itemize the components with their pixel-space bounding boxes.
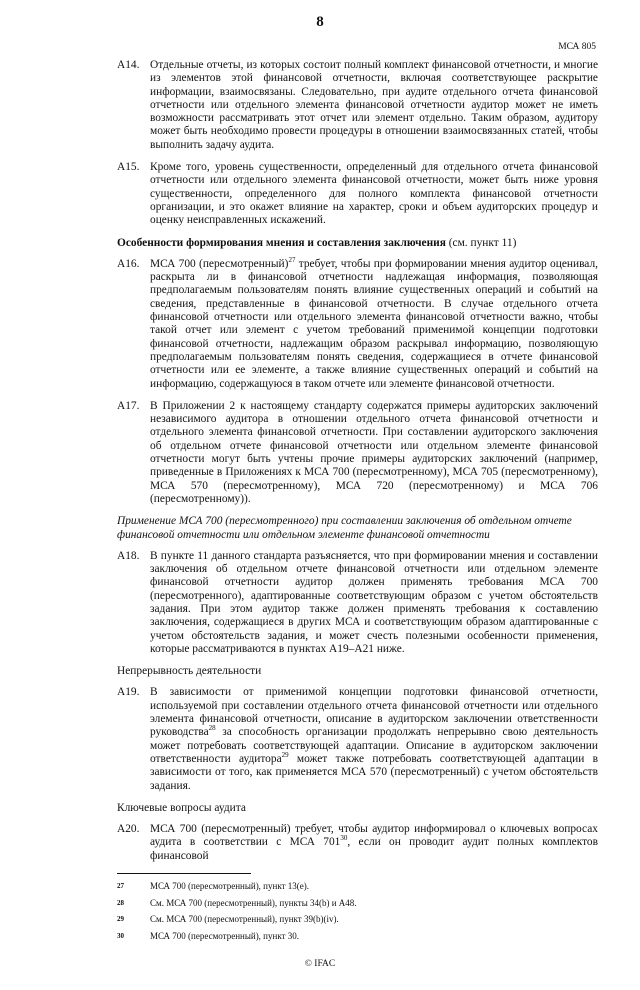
paragraph-label: A15. [117, 161, 140, 174]
text-run: , если он проводит аудит полных комплектов финансовой [150, 836, 598, 862]
footnotes [117, 878, 640, 944]
document-body [117, 59, 598, 863]
text-run: за способность организации продолжать непрерывно свою деятельность может потребовать соответствующей адаптации. Описание в аудиторском заключении ответственности аудитора [150, 726, 598, 765]
text-run: требует, чтобы при формировании мнения аудитор оценивал, раскрыта ли в финансовой отчетности надлежащая информация, позволяющая предполагаемым пользователям понять влияние существенных операций и событий на сведения, представленные в финансовой отчетности. В случае отдельного отчета финансовой отчетности или отдельного элемента финансовой отчетности важно, чтобы такой отчет или элемент с учетом требований применимой концепции подготовки финансовой отчетности, надлежащим образом раскрывал информацию, позволяющую предполагаемым пользователям понять сведения, содержащиеся в отчете финансовой отчетности или ее элементе, а также влияние существенных операций и событий на информацию, содержащуюся в таком отчете или элементе финансовой отчетности. [150, 257, 598, 390]
page-number: 8 [316, 14, 324, 30]
paragraph-label: A14. [117, 59, 140, 71]
paragraph-label: A20. [117, 823, 140, 836]
heading-ref: (см. пункт 11) [445, 236, 517, 249]
paragraph-a20 [117, 823, 598, 863]
paragraph-text: В Приложении 2 к настоящему стандарту содержатся примеры аудиторских заключений независимого аудитора в отношении отдельного отчета финансовой отчетности и отдельного элемента финансовой отчетности. При составлении аудиторского заключения об отдельном отчете финансовой отчетности или отдельном элементе финансовой отчетности могут быть учтены прочие примеры аудиторских заключений (например, приведенные в Приложениях к МСА 700 (пересмотренному), МСА 705 (пересмотренному), МСА 570 (пересмотренному), МСА 720 (пересмотренному) и МСА 706 (пересмотренному)). [150, 399, 598, 505]
footnote-text: См. МСА 700 (пересмотренный), пункт 39(b)(iv). [150, 914, 339, 925]
paragraph-a16 [117, 258, 598, 391]
footnote-text: См. МСА 700 (пересмотренный), пункты 34(b) и A48. [150, 897, 357, 908]
paragraph-text [150, 258, 598, 391]
paragraph-text: Отдельные отчеты, из которых состоит полный комплект финансовой отчетности, и многие из элементов этой финансовой отчетности, включая соответствующее раскрытие информации, взаимосвязаны. Следовательно, при аудите отдельного отчета финансовой отчетности или отдельного элемента финансовой отчетности аудитор может не иметь возможности рассматривать этот отчет или элемент отдельно. Таким образом, аудитору может быть необходимо провести процедуры в отношении взаимосвязанных статей, чтобы выполнить задачу аудита. [150, 59, 598, 151]
footnote [117, 911, 640, 928]
footnote-ref[interactable]: 30 [340, 834, 348, 843]
paragraph-text [150, 686, 598, 792]
footnote-text: МСА 700 (пересмотренный), пункт 13(e). [150, 881, 309, 892]
heading-text: Особенности формирования мнения и составления заключения [117, 236, 446, 249]
subsection-heading-application: Применение МСА 700 (пересмотренного) при составлении заключения об отдельном отчете финансовой отчетности или отдельном элементе финансовой отчетности [117, 515, 572, 541]
footnote-ref[interactable]: 28 [208, 724, 216, 733]
footnote [117, 895, 640, 912]
paragraph-text: В пункте 11 данного стандарта разъясняется, что при формировании мнения и составлении заключения об отдельном отчете финансовой отчетности или отдельном элементе финансовой отчетности аудитор должен применять требования МСА 700 (пересмотренного), адаптированные соответствующим образом с учетом обстоятельств задания. При этом аудитор также должен применять требования к составлению заключения, содержащиеся в других МСА и соответствующим образом адаптированные с учетом обстоятельств задания, и может счесть полезными особенности применения, которые рассматриваются в пунктах A19–A21 ниже. [150, 549, 598, 655]
footnote [117, 928, 640, 945]
paragraph-label: A18. [117, 549, 140, 562]
footnote-number: 29 [117, 915, 124, 924]
paragraph-text [150, 823, 598, 863]
text-run: МСА 700 (пересмотренный) [150, 257, 289, 270]
section-heading-opinion [117, 237, 598, 250]
footnote [117, 878, 640, 895]
text-run: В зависимости от применимой концепции подготовки финансовой отчетности, используемой при составлении отдельного отчета финансовой отчетности или отдельного элемента финансовой отчетности, описание в аудиторском заключении ответственности руководства [150, 686, 598, 739]
text-run: МСА 700 (пересмотренный) требует, чтобы аудитор информировал о ключевых вопросах аудита в соответствии с МСА 701 [150, 823, 598, 849]
paragraph-a18 [117, 550, 598, 656]
copyright: © IFAC [304, 959, 336, 970]
footnote-text: МСА 700 (пересмотренный), пункт 30. [150, 930, 300, 941]
subsection-heading-going-concern: Непрерывность деятельности [117, 665, 262, 678]
footnote-number: 28 [117, 898, 124, 907]
paragraph-text: Кроме того, уровень существенности, определенный для отдельного отчета финансовой отчетности или отдельного элемента финансовой отчетности, может быть ниже уровня существенности, определенного для полного комплекта финансовой отчетности организации, и это окажет влияние на характер, сроки и объем аудиторских процедур и оценку неисправленных искажений. [150, 161, 598, 227]
text-run: может также потребовать соответствующей адаптации в зависимости от того, как применяется МСА 570 (пересмотренный) с учетом обстоятельств задания. [150, 752, 598, 792]
paragraph-a17 [117, 400, 598, 506]
footnote-divider [117, 873, 251, 874]
paragraph-label: A16. [117, 257, 140, 270]
subsection-heading-key-audit-matters: Ключевые вопросы аудита [117, 801, 246, 814]
paragraph-a19 [117, 686, 598, 792]
paragraph-a14 [117, 59, 598, 152]
paragraph-a15 [117, 161, 598, 227]
paragraph-label: A19. [117, 686, 140, 699]
footnote-number: 30 [117, 931, 124, 940]
footnote-ref[interactable]: 27 [288, 256, 296, 265]
footnote-ref[interactable]: 29 [281, 751, 289, 760]
paragraph-label: A17. [117, 399, 140, 412]
footnote-number: 27 [117, 882, 124, 891]
standard-code: МСА 805 [558, 42, 596, 52]
